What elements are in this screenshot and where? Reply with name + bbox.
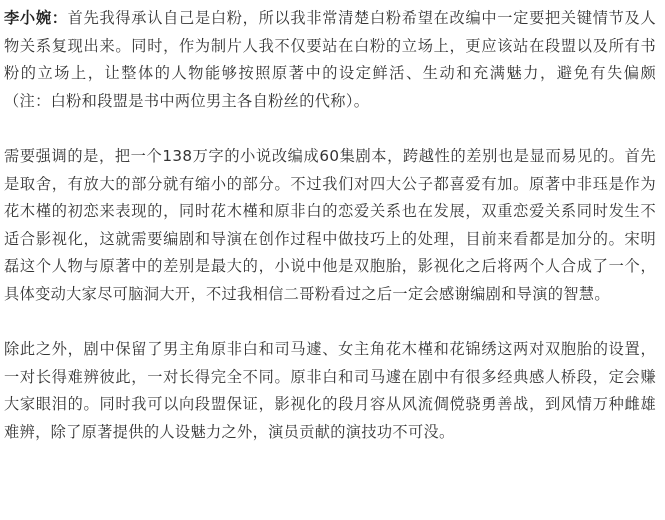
article-body bbox=[4, 5, 656, 474]
speaker-name: 李小婉： bbox=[4, 9, 68, 27]
paragraph-1 bbox=[4, 5, 656, 115]
paragraph-1-text: 首先我得承认自己是白粉，所以我非常清楚白粉希望在改编中一定要把关键情节及人物关系复现出来。同时，作为制片人我不仅要站在白粉的立场上，更应该站在段盟以及所有书粉的立场上，让整体的人物能够按照原著中的设定鲜活、生动和充满魅力，避免有失偏颇（注：白粉和段盟是书中两位男主各自粉丝的代称）。 bbox=[4, 9, 657, 110]
paragraph-2 bbox=[4, 143, 656, 309]
paragraph-3-text: 除此之外，剧中保留了男主角原非白和司马遽、女主角花木槿和花锦绣这两对双胞胎的设置，一对长得难辨彼此，一对长得完全不同。原非白和司马遽在剧中有很多经典感人桥段，定会赚大家眼泪的。同时我可以向段盟保证，影视化的段月容从风流倜傥骁勇善战，到风情万种雌雄难辨，除了原著提供的人设魅力之外，演员贡献的演技功不可没。 bbox=[4, 340, 656, 441]
paragraph-2-text: 需要强调的是，把一个138万字的小说改编成60集剧本，跨越性的差别也是显而易见的。首先是取舍，有放大的部分就有缩小的部分。不过我们对四大公子都喜爱有加。原著中非珏是作为花木槿的初恋来表现的，同时花木槿和原非白的恋爱关系也在发展，双重恋爱关系同时发生不适合影视化，这就需要编剧和导演在创作过程中做技巧上的处理，目前来看都是加分的。宋明磊这个人物与原著中的差别是最大的，小说中他是双胞胎，影视化之后将两个人合成了一个，具体变动大家尽可脑洞大开，不过我相信二哥粉看过之后一定会感谢编剧和导演的智慧。 bbox=[4, 146, 656, 303]
paragraph-3 bbox=[4, 336, 656, 446]
